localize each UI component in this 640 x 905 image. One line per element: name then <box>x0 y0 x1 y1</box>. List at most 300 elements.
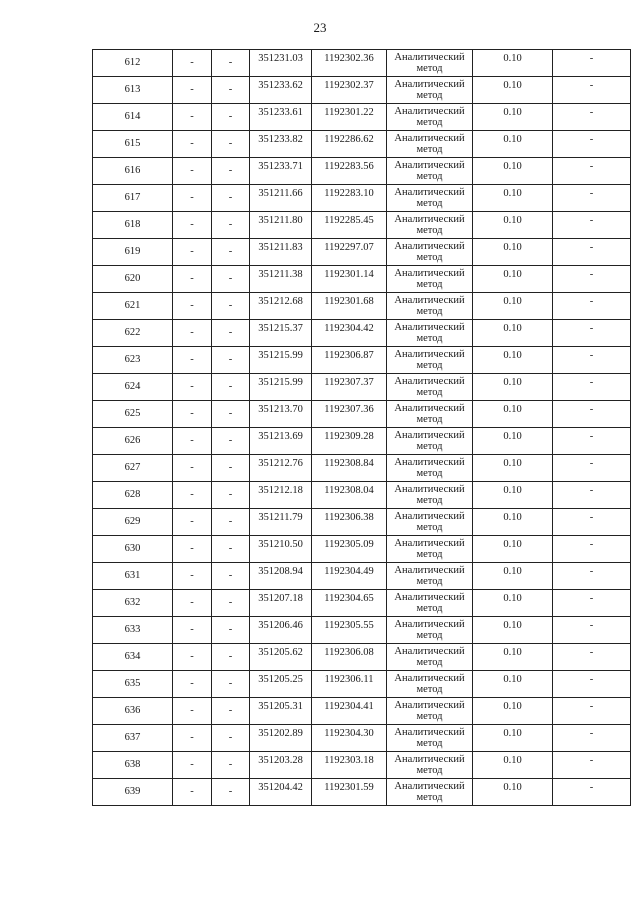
coordinate-x-cell <box>250 698 312 725</box>
point-number-cell <box>93 104 173 131</box>
coordinate-y-cell <box>312 158 387 185</box>
coordinate-x-cell-text: 351233.82 <box>258 134 303 145</box>
coordinate-y-cell-text: 1192304.49 <box>324 566 374 577</box>
note-cell <box>553 509 631 536</box>
note-cell <box>553 104 631 131</box>
empty-column-3-cell-text: - <box>228 435 233 446</box>
coordinate-y-cell <box>312 131 387 158</box>
coordinate-y-cell <box>312 752 387 779</box>
method-cell-text: Аналитический метод <box>394 700 465 722</box>
method-cell-text: Аналитический метод <box>394 484 465 506</box>
empty-column-2-cell-text: - <box>190 354 194 365</box>
empty-column-3-cell-text: - <box>228 624 233 635</box>
empty-column-2-cell-text: - <box>190 84 194 95</box>
accuracy-cell-text: 0.10 <box>503 107 522 118</box>
empty-column-2-cell <box>173 779 212 806</box>
coordinate-y-cell-text: 1192305.09 <box>324 539 374 550</box>
point-number-cell-text: 637 <box>124 732 141 743</box>
empty-column-2-cell-text: - <box>190 327 194 338</box>
empty-column-3-cell-text: - <box>228 246 233 257</box>
note-cell-text: - <box>589 701 594 712</box>
method-cell <box>387 455 473 482</box>
table-row <box>93 347 631 374</box>
empty-column-2-cell-text: - <box>190 759 194 770</box>
method-cell <box>387 293 473 320</box>
empty-column-2-cell <box>173 266 212 293</box>
empty-column-2-cell-text: - <box>190 435 194 446</box>
empty-column-2-cell <box>173 158 212 185</box>
note-cell-text: - <box>589 107 594 118</box>
coordinate-x-cell-text: 351206.46 <box>258 620 303 631</box>
note-cell-text: - <box>589 431 594 442</box>
accuracy-cell <box>473 644 553 671</box>
accuracy-cell <box>473 671 553 698</box>
coordinate-x-cell-text: 351204.42 <box>258 782 303 793</box>
empty-column-3-cell <box>212 617 250 644</box>
empty-column-3-cell <box>212 752 250 779</box>
table-row <box>93 536 631 563</box>
table-row <box>93 509 631 536</box>
point-number-cell-text: 614 <box>124 111 141 122</box>
coordinate-y-cell <box>312 104 387 131</box>
coordinate-y-cell <box>312 239 387 266</box>
method-cell <box>387 644 473 671</box>
note-cell <box>553 158 631 185</box>
coordinate-x-cell <box>250 779 312 806</box>
coordinate-x-cell <box>250 644 312 671</box>
note-cell-text: - <box>589 539 594 550</box>
note-cell <box>553 320 631 347</box>
coordinate-y-cell-text: 1192304.41 <box>324 701 374 712</box>
coordinate-x-cell-text: 351231.03 <box>258 53 303 64</box>
coordinate-x-cell-text: 351202.89 <box>258 728 303 739</box>
point-number-cell <box>93 752 173 779</box>
accuracy-cell <box>473 239 553 266</box>
coordinate-x-cell-text: 351215.99 <box>258 377 303 388</box>
method-cell <box>387 50 473 77</box>
empty-column-2-cell-text: - <box>190 543 194 554</box>
empty-column-3-cell-text: - <box>228 678 233 689</box>
note-cell-text: - <box>589 485 594 496</box>
empty-column-2-cell-text: - <box>190 111 194 122</box>
point-number-cell <box>93 644 173 671</box>
coordinate-y-cell-text: 1192303.18 <box>324 755 374 766</box>
method-cell <box>387 131 473 158</box>
empty-column-2-cell-text: - <box>190 732 194 743</box>
table-row <box>93 320 631 347</box>
note-cell <box>553 293 631 320</box>
method-cell <box>387 536 473 563</box>
empty-column-2-cell <box>173 509 212 536</box>
note-cell-text: - <box>589 269 594 280</box>
empty-column-3-cell <box>212 698 250 725</box>
empty-column-3-cell-text: - <box>228 165 233 176</box>
note-cell-text: - <box>589 188 594 199</box>
empty-column-3-cell <box>212 482 250 509</box>
table-row <box>93 482 631 509</box>
empty-column-2-cell <box>173 50 212 77</box>
coordinate-y-cell <box>312 455 387 482</box>
point-number-cell-text: 618 <box>124 219 141 230</box>
table-row <box>93 779 631 806</box>
coordinate-y-cell-text: 1192301.59 <box>324 782 374 793</box>
coordinate-y-cell <box>312 617 387 644</box>
coordinate-x-cell <box>250 671 312 698</box>
accuracy-cell-text: 0.10 <box>503 269 522 280</box>
accuracy-cell <box>473 590 553 617</box>
method-cell-text: Аналитический метод <box>394 133 465 155</box>
accuracy-cell-text: 0.10 <box>503 323 522 334</box>
point-number-cell-text: 623 <box>124 354 141 365</box>
point-number-cell <box>93 725 173 752</box>
accuracy-cell <box>473 158 553 185</box>
empty-column-2-cell <box>173 347 212 374</box>
coordinate-x-cell <box>250 455 312 482</box>
point-number-cell-text: 639 <box>124 786 141 797</box>
coordinate-y-cell <box>312 50 387 77</box>
method-cell-text: Аналитический метод <box>394 592 465 614</box>
empty-column-2-cell <box>173 239 212 266</box>
note-cell <box>553 590 631 617</box>
note-cell-text: - <box>589 674 594 685</box>
note-cell-text: - <box>589 647 594 658</box>
coordinate-y-cell-text: 1192308.84 <box>324 458 374 469</box>
method-cell <box>387 698 473 725</box>
coordinate-y-cell-text: 1192304.65 <box>324 593 374 604</box>
accuracy-cell-text: 0.10 <box>503 512 522 523</box>
method-cell-text: Аналитический метод <box>394 673 465 695</box>
empty-column-3-cell <box>212 779 250 806</box>
table-row <box>93 185 631 212</box>
empty-column-3-cell <box>212 239 250 266</box>
coordinate-y-cell-text: 1192302.36 <box>324 53 374 64</box>
coordinate-x-cell <box>250 185 312 212</box>
method-cell <box>387 563 473 590</box>
empty-column-2-cell <box>173 77 212 104</box>
note-cell <box>553 77 631 104</box>
method-cell-text: Аналитический метод <box>394 430 465 452</box>
empty-column-3-cell <box>212 50 250 77</box>
accuracy-cell <box>473 725 553 752</box>
note-cell <box>553 779 631 806</box>
accuracy-cell-text: 0.10 <box>503 566 522 577</box>
coordinate-x-cell <box>250 212 312 239</box>
table-row <box>93 293 631 320</box>
empty-column-2-cell <box>173 725 212 752</box>
empty-column-2-cell <box>173 563 212 590</box>
coordinate-y-cell <box>312 185 387 212</box>
method-cell <box>387 509 473 536</box>
accuracy-cell-text: 0.10 <box>503 485 522 496</box>
accuracy-cell <box>473 779 553 806</box>
coordinate-y-cell <box>312 509 387 536</box>
coordinate-y-cell <box>312 590 387 617</box>
method-cell-text: Аналитический метод <box>394 457 465 479</box>
empty-column-2-cell-text: - <box>190 624 194 635</box>
coordinate-y-cell <box>312 698 387 725</box>
empty-column-3-cell <box>212 401 250 428</box>
coordinate-x-cell <box>250 293 312 320</box>
coordinate-y-cell <box>312 428 387 455</box>
point-number-cell <box>93 455 173 482</box>
accuracy-cell-text: 0.10 <box>503 647 522 658</box>
method-cell <box>387 212 473 239</box>
accuracy-cell <box>473 293 553 320</box>
coordinate-y-cell-text: 1192297.07 <box>324 242 374 253</box>
note-cell-text: - <box>589 782 594 793</box>
coordinate-x-cell-text: 351212.68 <box>258 296 303 307</box>
empty-column-3-cell <box>212 590 250 617</box>
note-cell-text: - <box>589 323 594 334</box>
accuracy-cell-text: 0.10 <box>503 593 522 604</box>
point-number-cell-text: 635 <box>124 678 141 689</box>
point-number-cell <box>93 509 173 536</box>
note-cell-text: - <box>589 296 594 307</box>
method-cell <box>387 77 473 104</box>
coordinate-x-cell-text: 351211.79 <box>258 512 303 523</box>
point-number-cell-text: 626 <box>124 435 141 446</box>
empty-column-2-cell <box>173 644 212 671</box>
point-number-cell <box>93 266 173 293</box>
accuracy-cell <box>473 266 553 293</box>
method-cell <box>387 374 473 401</box>
accuracy-cell <box>473 50 553 77</box>
coordinate-x-cell <box>250 401 312 428</box>
accuracy-cell <box>473 509 553 536</box>
empty-column-3-cell-text: - <box>228 489 233 500</box>
point-number-cell <box>93 698 173 725</box>
empty-column-2-cell-text: - <box>190 516 194 527</box>
coordinate-x-cell <box>250 374 312 401</box>
coordinate-x-cell <box>250 617 312 644</box>
empty-column-2-cell-text: - <box>190 219 194 230</box>
coordinate-x-cell-text: 351205.31 <box>258 701 303 712</box>
note-cell-text: - <box>589 593 594 604</box>
note-cell <box>553 698 631 725</box>
table-row <box>93 158 631 185</box>
point-number-cell-text: 616 <box>124 165 141 176</box>
method-cell <box>387 752 473 779</box>
point-number-cell-text: 612 <box>124 57 141 68</box>
table-row <box>93 401 631 428</box>
method-cell <box>387 779 473 806</box>
note-cell-text: - <box>589 215 594 226</box>
accuracy-cell-text: 0.10 <box>503 242 522 253</box>
coordinate-y-cell-text: 1192306.87 <box>324 350 374 361</box>
coordinate-x-cell <box>250 428 312 455</box>
empty-column-2-cell-text: - <box>190 408 194 419</box>
coordinate-x-cell-text: 351212.18 <box>258 485 303 496</box>
accuracy-cell-text: 0.10 <box>503 404 522 415</box>
coordinate-x-cell <box>250 563 312 590</box>
empty-column-2-cell <box>173 482 212 509</box>
point-number-cell <box>93 401 173 428</box>
coordinate-y-cell <box>312 482 387 509</box>
empty-column-2-cell <box>173 428 212 455</box>
empty-column-2-cell-text: - <box>190 300 194 311</box>
empty-column-2-cell-text: - <box>190 165 194 176</box>
coordinate-y-cell-text: 1192306.08 <box>324 647 374 658</box>
coordinate-x-cell-text: 351205.62 <box>258 647 303 658</box>
coordinate-x-cell-text: 351211.66 <box>258 188 303 199</box>
coordinate-x-cell <box>250 77 312 104</box>
empty-column-3-cell-text: - <box>228 759 233 770</box>
method-cell <box>387 590 473 617</box>
note-cell-text: - <box>589 80 594 91</box>
accuracy-cell-text: 0.10 <box>503 53 522 64</box>
table-row <box>93 131 631 158</box>
accuracy-cell-text: 0.10 <box>503 161 522 172</box>
point-number-cell-text: 638 <box>124 759 141 770</box>
coordinate-y-cell <box>312 347 387 374</box>
empty-column-2-cell <box>173 185 212 212</box>
table-row <box>93 428 631 455</box>
empty-column-2-cell-text: - <box>190 597 194 608</box>
empty-column-3-cell <box>212 77 250 104</box>
empty-column-2-cell-text: - <box>190 246 194 257</box>
empty-column-3-cell-text: - <box>228 111 233 122</box>
note-cell-text: - <box>589 350 594 361</box>
empty-column-2-cell-text: - <box>190 138 194 149</box>
note-cell <box>553 212 631 239</box>
empty-column-2-cell <box>173 131 212 158</box>
coordinate-x-cell <box>250 347 312 374</box>
coordinate-x-cell <box>250 266 312 293</box>
accuracy-cell <box>473 617 553 644</box>
empty-column-3-cell <box>212 644 250 671</box>
method-cell <box>387 725 473 752</box>
empty-column-3-cell-text: - <box>228 219 233 230</box>
empty-column-3-cell-text: - <box>228 300 233 311</box>
empty-column-2-cell <box>173 401 212 428</box>
accuracy-cell-text: 0.10 <box>503 215 522 226</box>
method-cell <box>387 266 473 293</box>
empty-column-3-cell-text: - <box>228 516 233 527</box>
coordinate-x-cell-text: 351213.70 <box>258 404 303 415</box>
coordinate-y-cell-text: 1192306.11 <box>324 674 374 685</box>
empty-column-2-cell <box>173 455 212 482</box>
coordinate-y-cell-text: 1192283.56 <box>324 161 374 172</box>
method-cell-text: Аналитический метод <box>394 52 465 74</box>
empty-column-3-cell-text: - <box>228 462 233 473</box>
empty-column-2-cell <box>173 293 212 320</box>
note-cell-text: - <box>589 134 594 145</box>
empty-column-2-cell-text: - <box>190 462 194 473</box>
accuracy-cell <box>473 131 553 158</box>
note-cell-text: - <box>589 161 594 172</box>
coordinate-y-cell-text: 1192304.42 <box>324 323 374 334</box>
method-cell-text: Аналитический метод <box>394 565 465 587</box>
accuracy-cell-text: 0.10 <box>503 458 522 469</box>
note-cell <box>553 131 631 158</box>
empty-column-3-cell <box>212 509 250 536</box>
point-number-cell-text: 628 <box>124 489 141 500</box>
note-cell <box>553 401 631 428</box>
table-row <box>93 617 631 644</box>
method-cell-text: Аналитический метод <box>394 79 465 101</box>
empty-column-2-cell-text: - <box>190 786 194 797</box>
table-body <box>93 50 631 806</box>
table-row <box>93 266 631 293</box>
point-number-cell-text: 617 <box>124 192 141 203</box>
coordinate-y-cell-text: 1192309.28 <box>324 431 374 442</box>
coordinate-x-cell <box>250 752 312 779</box>
accuracy-cell <box>473 320 553 347</box>
table-row <box>93 455 631 482</box>
method-cell-text: Аналитический метод <box>394 727 465 749</box>
coordinate-x-cell-text: 351233.62 <box>258 80 303 91</box>
empty-column-3-cell-text: - <box>228 84 233 95</box>
empty-column-3-cell <box>212 536 250 563</box>
accuracy-cell-text: 0.10 <box>503 350 522 361</box>
coordinate-x-cell <box>250 131 312 158</box>
coordinate-x-cell-text: 351210.50 <box>258 539 303 550</box>
table-row <box>93 590 631 617</box>
point-number-cell-text: 631 <box>124 570 141 581</box>
empty-column-2-cell <box>173 617 212 644</box>
empty-column-3-cell <box>212 212 250 239</box>
empty-column-2-cell <box>173 104 212 131</box>
empty-column-2-cell <box>173 536 212 563</box>
note-cell-text: - <box>589 728 594 739</box>
empty-column-2-cell-text: - <box>190 651 194 662</box>
table-row <box>93 644 631 671</box>
empty-column-3-cell <box>212 158 250 185</box>
point-number-cell <box>93 428 173 455</box>
method-cell-text: Аналитический метод <box>394 322 465 344</box>
method-cell-text: Аналитический метод <box>394 160 465 182</box>
coordinate-y-cell <box>312 374 387 401</box>
method-cell-text: Аналитический метод <box>394 376 465 398</box>
accuracy-cell <box>473 347 553 374</box>
empty-column-2-cell <box>173 374 212 401</box>
coordinate-x-cell-text: 351207.18 <box>258 593 303 604</box>
empty-column-2-cell-text: - <box>190 489 194 500</box>
point-number-cell <box>93 50 173 77</box>
coordinate-x-cell-text: 351208.94 <box>258 566 303 577</box>
coordinate-y-cell <box>312 320 387 347</box>
point-number-cell <box>93 779 173 806</box>
accuracy-cell <box>473 455 553 482</box>
coordinate-y-cell-text: 1192308.04 <box>324 485 374 496</box>
point-number-cell-text: 627 <box>124 462 141 473</box>
point-number-cell <box>93 158 173 185</box>
empty-column-3-cell <box>212 347 250 374</box>
coordinate-x-cell-text: 351203.28 <box>258 755 303 766</box>
empty-column-3-cell <box>212 671 250 698</box>
note-cell-text: - <box>589 377 594 388</box>
coordinate-y-cell <box>312 293 387 320</box>
method-cell-text: Аналитический метод <box>394 214 465 236</box>
coordinate-x-cell-text: 351233.71 <box>258 161 303 172</box>
empty-column-3-cell-text: - <box>228 327 233 338</box>
coordinate-y-cell-text: 1192305.55 <box>324 620 374 631</box>
empty-column-3-cell-text: - <box>228 786 233 797</box>
method-cell-text: Аналитический метод <box>394 268 465 290</box>
accuracy-cell <box>473 77 553 104</box>
note-cell-text: - <box>589 512 594 523</box>
method-cell-text: Аналитический метод <box>394 187 465 209</box>
note-cell-text: - <box>589 566 594 577</box>
method-cell <box>387 428 473 455</box>
coordinate-y-cell <box>312 671 387 698</box>
note-cell <box>553 185 631 212</box>
coordinate-x-cell-text: 351211.80 <box>258 215 303 226</box>
point-number-cell-text: 634 <box>124 651 141 662</box>
empty-column-3-cell-text: - <box>228 138 233 149</box>
empty-column-2-cell-text: - <box>190 705 194 716</box>
empty-column-3-cell-text: - <box>228 570 233 581</box>
